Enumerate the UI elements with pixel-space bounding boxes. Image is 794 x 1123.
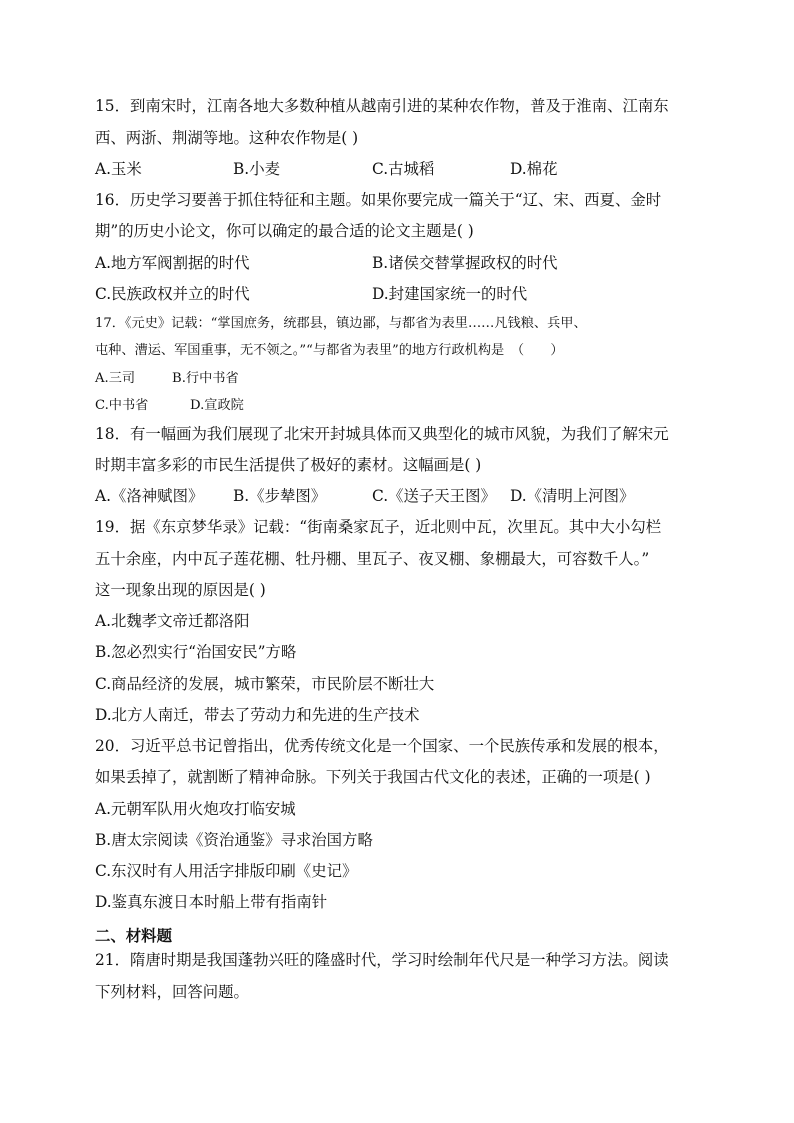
question-21-stem-line-2: 下列材料，回答问题。 xyxy=(95,983,249,1001)
section-heading-material: 二、材料题 xyxy=(95,927,172,945)
question-19-option-a: A.北魏孝文帝迁都洛阳 xyxy=(95,612,250,630)
question-19-option-b: B.忽必烈实行“治国安民”方略 xyxy=(95,643,297,661)
question-15-stem-line-1: 15．到南宋时，江南各地大多数种植从越南引进的某种农作物，普及于淮南、江南东 xyxy=(95,97,669,115)
question-18-option-c: C.《送子天王图》 xyxy=(372,487,496,505)
question-20-option-b: B.唐太宗阅读《资治通鉴》寻求治国方略 xyxy=(95,831,373,849)
question-16-option-c: C.民族政权并立的时代 xyxy=(95,285,250,303)
question-19-option-d: D.北方人南迁，带去了劳动力和先进的生产技术 xyxy=(95,706,420,724)
question-18-stem-line-1: 18．有一幅画为我们展现了北宋开封城具体而又典型化的城市风貌，为我们了解宋元 xyxy=(95,425,669,443)
question-20-option-c: C.东汉时有人用活字排版印刷《史记》 xyxy=(95,862,358,880)
question-20-stem-line-2: 如果丢掉了，就割断了精神命脉。下列关于我国古代文化的表述，正确的一项是( ) xyxy=(95,768,651,786)
question-15-option-d: D.棉花 xyxy=(510,160,558,178)
question-17-option-c: C.中书省 xyxy=(95,398,149,413)
question-16-option-a: A.地方军阀割据的时代 xyxy=(95,254,250,272)
question-20-stem-line-1: 20．习近平总书记曾指出，优秀传统文化是一个国家、一个民族传承和发展的根本， xyxy=(95,737,669,755)
question-16-option-d: D.封建国家统一的时代 xyxy=(372,285,528,303)
question-21-stem-line-1: 21．隋唐时期是我国蓬勃兴旺的隆盛时代，学习时绘制年代尺是一种学习方法。阅读 xyxy=(95,951,669,969)
question-20-option-a: A.元朝军队用火炮攻打临安城 xyxy=(95,800,296,818)
question-17-option-a: A.三司 xyxy=(95,371,136,386)
question-18-option-d: D.《清明上河图》 xyxy=(510,487,635,505)
question-15-option-a: A.玉米 xyxy=(95,160,142,178)
question-16-stem-line-2: 期”的历史小论文，你可以确定的最合适的论文主题是( ) xyxy=(95,222,474,240)
question-17-option-d: D.宣政院 xyxy=(190,398,244,413)
question-17-stem-line-2: 屯种、漕运、军国重事，无不领之。”“与都省为表里”的地方行政机构是 （ ） xyxy=(95,343,564,358)
question-16-option-b: B.诸侯交替掌握政权的时代 xyxy=(372,254,558,272)
question-15-stem-line-2: 西、两浙、荆湖等地。这种农作物是( ) xyxy=(95,129,359,147)
question-15-option-c: C.古城稻 xyxy=(372,160,435,178)
question-15-option-b: B.小麦 xyxy=(233,160,280,178)
question-18-stem-line-2: 时期丰富多彩的市民生活提供了极好的素材。这幅画是( ) xyxy=(95,456,482,474)
question-19-option-c: C.商品经济的发展，城市繁荣，市民阶层不断壮大 xyxy=(95,675,435,693)
question-18-option-a: A.《洛神赋图》 xyxy=(95,487,204,505)
question-20-option-d: D.鉴真东渡日本时船上带有指南针 xyxy=(95,893,328,911)
question-18-option-b: B.《步辇图》 xyxy=(233,487,327,505)
question-19-stem-line-1: 19．据《东京梦华录》记载：“街南桑家瓦子，近北则中瓦，次里瓦。其中大小勾栏 xyxy=(95,518,662,536)
question-16-stem-line-1: 16．历史学习要善于抓住特征和主题。如果你要完成一篇关于“辽、宋、西夏、金时 xyxy=(95,191,662,209)
question-19-stem-line-3: 这一现象出现的原因是( ) xyxy=(95,581,266,599)
question-19-stem-line-2: 五十余座，内中瓦子莲花棚、牡丹棚、里瓦子、夜叉棚、象棚最大，可容数千人。” xyxy=(95,550,650,568)
question-17-option-b: B.行中书省 xyxy=(172,371,239,386)
question-17-stem-line-1: 17．《元史》记载：“掌国庶务，统郡县，镇边鄙，与都省为表里……凡钱粮、兵甲、 xyxy=(95,316,587,331)
